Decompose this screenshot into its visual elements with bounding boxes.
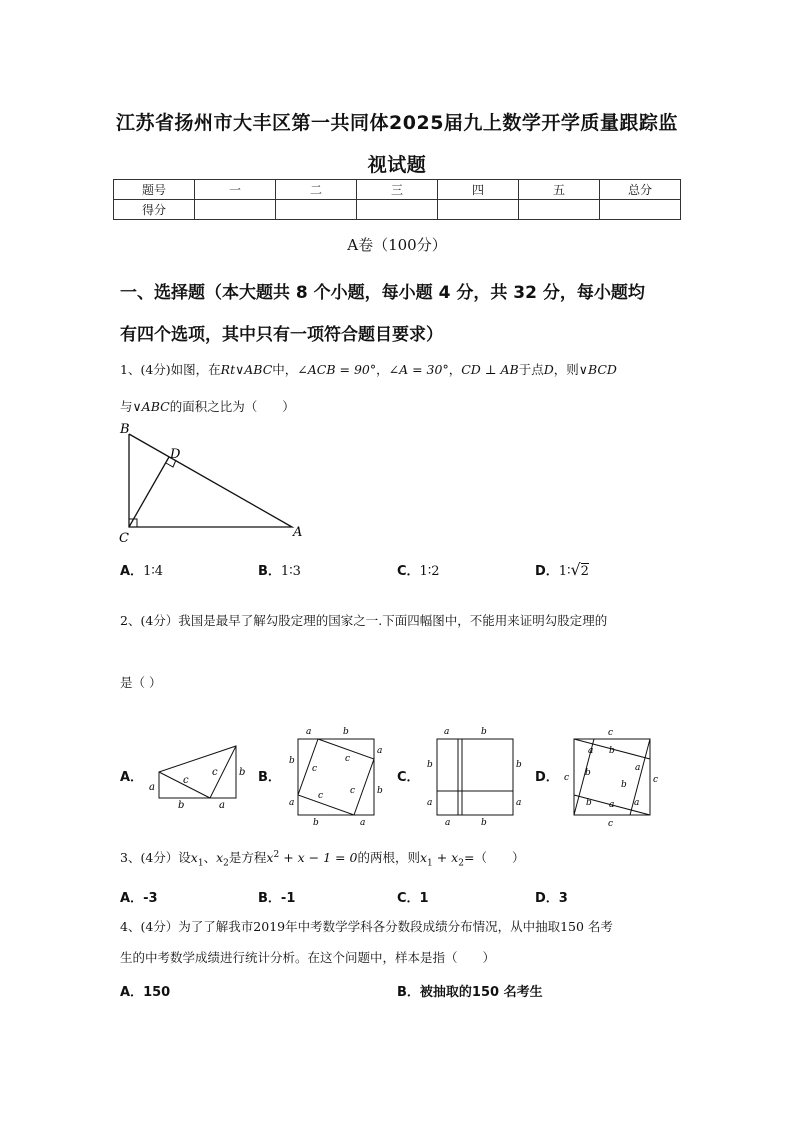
svg-text:a: a: [588, 746, 594, 756]
q2-option-a[interactable]: A．: [120, 770, 144, 785]
section1-heading: [120, 272, 680, 356]
svg-text:a: a: [219, 800, 225, 811]
q3-option-a[interactable]: A．-3: [120, 891, 158, 906]
section1-line1: 一、选择题（本大题共 8 个小题，每小题 4 分，共 32 分，每小题均: [120, 283, 645, 303]
svg-text:b: b: [609, 746, 615, 756]
svg-text:a: a: [306, 727, 312, 737]
q2-figure-b: [285, 725, 385, 830]
page-title-line2: 视试题: [367, 154, 427, 176]
svg-text:b: b: [289, 756, 295, 766]
q2-line1: 2、(4分）我国是最早了解勾股定理的国家之一.下面四幅图中，不能用来证明勾股定理的: [120, 613, 608, 628]
svg-text:b: b: [481, 727, 487, 737]
score-input-cell[interactable]: [195, 200, 276, 220]
score-table-cell: 三: [357, 180, 438, 200]
q1-text: 于点: [518, 362, 544, 377]
svg-text:b: b: [586, 798, 592, 808]
score-input-cell[interactable]: [357, 200, 438, 220]
svg-text:a: a: [635, 763, 641, 773]
q3-option-d[interactable]: D．3: [535, 891, 568, 906]
score-table-cell: 题号: [114, 180, 195, 200]
q3-option-b[interactable]: B．-1: [258, 891, 296, 906]
q1-option-b[interactable]: B．1∶3: [258, 564, 301, 579]
q1-text: 与: [120, 399, 133, 414]
q1-option-a[interactable]: A．1∶4: [120, 564, 163, 579]
svg-text:c: c: [345, 754, 351, 764]
q1-text: ，则: [553, 362, 579, 377]
score-table-cell: 四: [438, 180, 519, 200]
q1-math: Rt∨ABC: [220, 362, 273, 377]
score-table-cell: 总分: [600, 180, 681, 200]
q2-figure-a: [146, 740, 246, 812]
score-table-score-row: [114, 200, 681, 220]
svg-text:b: b: [178, 800, 185, 811]
q1-math: CD ⊥ AB: [461, 362, 519, 377]
q1-option-c[interactable]: C．1∶2: [397, 564, 440, 579]
svg-text:c: c: [653, 775, 659, 785]
svg-text:c: c: [312, 764, 318, 774]
svg-text:a: a: [149, 782, 155, 793]
segment-cd: [129, 457, 169, 527]
q4-option-a[interactable]: A．150: [120, 985, 171, 1000]
q1-text: 的面积之比为（ ）: [169, 399, 295, 414]
q2-option-b[interactable]: B．: [258, 770, 281, 785]
svg-text:a: a: [516, 798, 522, 808]
svg-text:c: c: [608, 728, 614, 738]
score-table-cell: 五: [519, 180, 600, 200]
svg-text:c: c: [183, 775, 189, 786]
svg-text:a: a: [377, 746, 383, 756]
q3-option-c[interactable]: C．1: [397, 891, 429, 906]
q1-math: ∠ACB = 90°: [297, 362, 377, 377]
svg-text:b: b: [585, 768, 591, 778]
score-table: [113, 179, 681, 220]
q1-math: ∨BCD: [578, 362, 617, 377]
q1-line2: [120, 397, 295, 415]
svg-text:b: b: [621, 780, 627, 790]
sqrt-sign: √: [570, 560, 581, 579]
label-c: C: [119, 531, 129, 546]
q1-text: 中，: [272, 362, 298, 377]
svg-text:b: b: [377, 786, 383, 796]
section-a-heading: A卷（100分）: [347, 236, 447, 254]
score-table-header-row: [114, 180, 681, 200]
q1-math: ∨ABC: [132, 399, 170, 414]
score-table-cell: 二: [276, 180, 357, 200]
q1-math: D: [543, 362, 554, 377]
score-table-cell: 一: [195, 180, 276, 200]
q1-text: 1、(4分)如图，在: [120, 362, 221, 377]
score-table-cell: 得分: [114, 200, 195, 220]
q1-line1: [120, 360, 617, 378]
svg-text:c: c: [212, 767, 218, 778]
q1-math: ∠A = 30°: [388, 362, 449, 377]
q2-figure-d: [561, 725, 666, 830]
svg-text:a: a: [444, 727, 450, 737]
svg-text:a: a: [289, 798, 295, 808]
svg-text:c: c: [318, 791, 324, 801]
q1-text: ，: [376, 362, 389, 377]
score-input-cell[interactable]: [276, 200, 357, 220]
svg-text:c: c: [564, 773, 570, 783]
page-title-line1: 江苏省扬州市大丰区第一共同体2025届九上数学开学质量跟踪监: [116, 112, 678, 134]
q1-text: ，: [448, 362, 462, 377]
score-input-cell[interactable]: [600, 200, 681, 220]
label-d: D: [170, 447, 181, 462]
label-b: B: [120, 422, 130, 437]
svg-text:b: b: [427, 760, 433, 770]
svg-text:c: c: [608, 819, 614, 829]
triangle-abc: [129, 434, 292, 527]
q2-option-d[interactable]: D．: [535, 770, 559, 785]
score-input-cell[interactable]: [519, 200, 600, 220]
svg-text:a: a: [427, 798, 433, 808]
svg-text:c: c: [350, 786, 356, 796]
q4-option-b[interactable]: B．被抽取的150 名考生: [397, 985, 543, 1000]
svg-text:b: b: [239, 767, 246, 778]
svg-text:a: a: [360, 818, 366, 828]
svg-text:b: b: [516, 760, 522, 770]
svg-text:a: a: [445, 818, 451, 828]
q3-line: 3、(4分）设$x_1$、$x_2$是方程$x^2 + x - 1 = 0$的两根，则$x_1 + x_2=$（ ）: [120, 849, 525, 869]
q4-line1: 4、(4分）为了了解我市2019年中考数学学科各分数段成绩分布情况，从中抽取150 名考: [120, 919, 613, 934]
svg-text:b: b: [313, 818, 319, 828]
q2-figure-c: [423, 725, 528, 830]
q1-triangle-figure: [112, 418, 312, 548]
svg-text:a: a: [609, 800, 615, 810]
svg-text:a: a: [634, 798, 640, 808]
q4-line2: 生的中考数学成绩进行统计分析。在这个问题中，样本是指（ ）: [120, 950, 496, 965]
q1-option-d[interactable]: D．1∶√2: [535, 560, 589, 579]
section1-line2: 有四个选项，其中只有一项符合题目要求）: [120, 325, 443, 345]
svg-text:b: b: [343, 727, 349, 737]
q2-option-c[interactable]: C．: [397, 770, 420, 785]
q2-line2: 是（ ）: [120, 675, 162, 690]
label-a: A: [293, 525, 303, 540]
svg-text:b: b: [481, 818, 487, 828]
score-input-cell[interactable]: [438, 200, 519, 220]
